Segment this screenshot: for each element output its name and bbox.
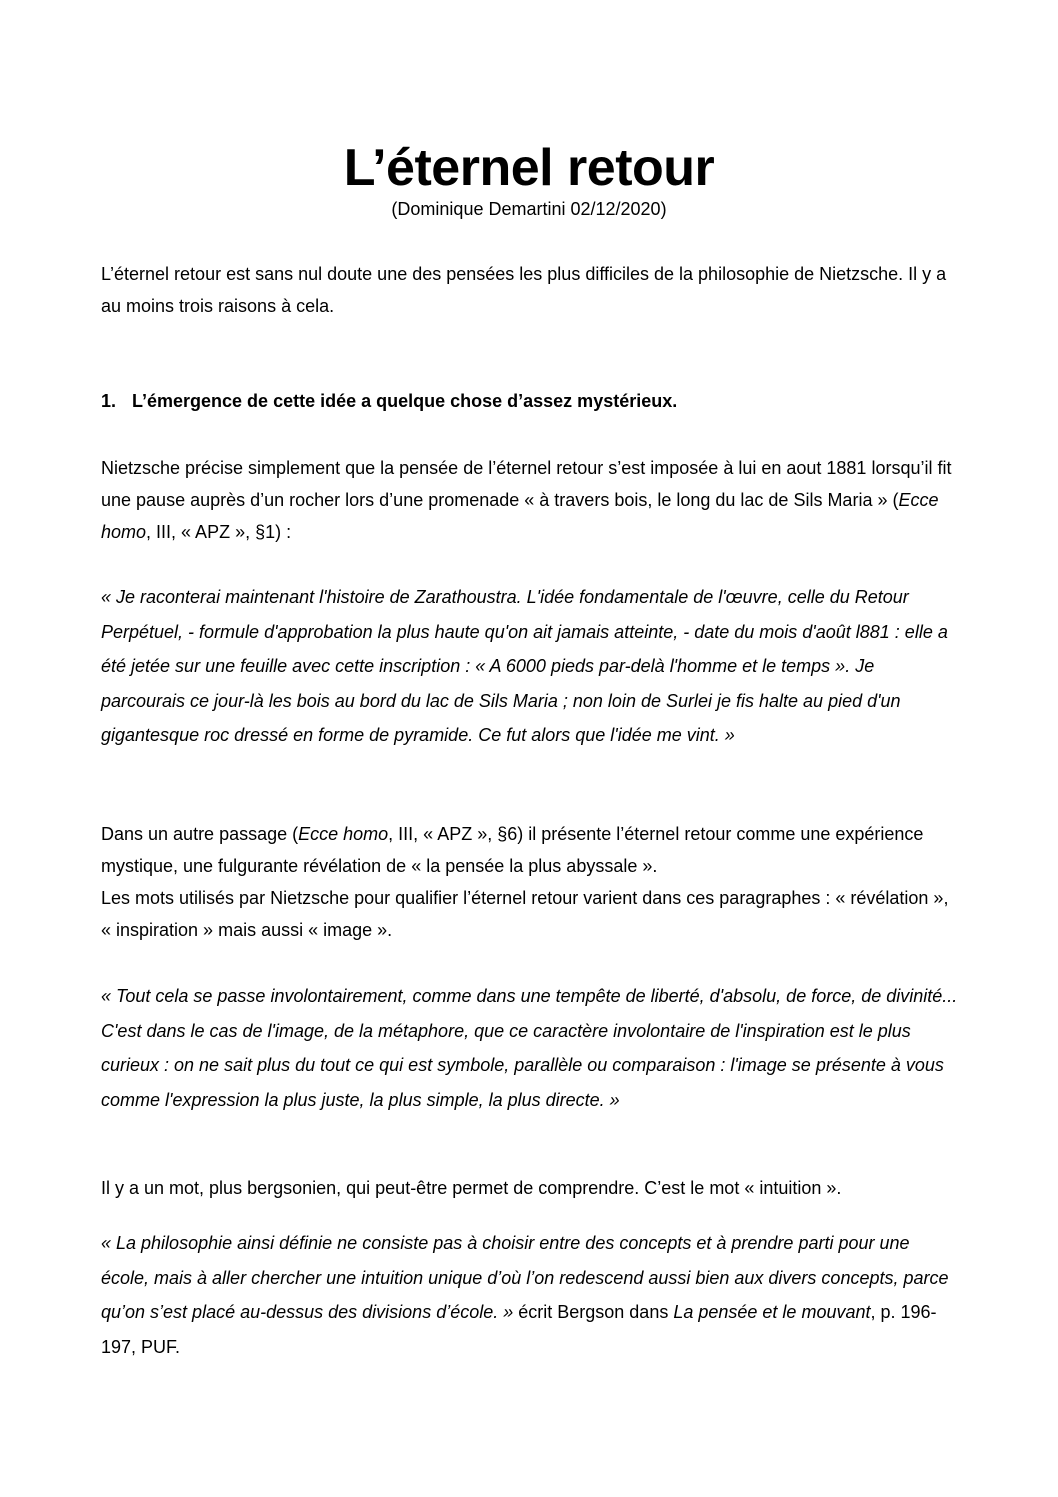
paragraph-2-line-2: Les mots utilisés par Nietzsche pour qualifier l’éternel retour varient dans ces paragraphes : « révélation », « inspiration » mais aussi « image ».: [101, 888, 949, 940]
quote-3-attribution-before: écrit Bergson dans: [513, 1302, 674, 1322]
quote-1: « Je raconterai maintenant l'histoire de Zarathoustra. L'idée fondamentale de l'œuvre, celle du Retour Perpétuel, - formule d'approbation la plus haute qu'on ait jamais atteinte, - date du mois d'août l881 : elle a été jetée sur une feuille avec cette inscription : « A 6000 pieds par-delà l'homme et le temps ». Je parcourais ce jour-là les bois au bord du lac de Sils Maria ; non loin de Surlei je fis halte au pied d'un gigantesque roc dressé en forme de pyramide. Ce fut alors que l'idée me vint. »: [101, 587, 948, 745]
quote-2: « Tout cela se passe involontairement, comme dans une tempête de liberté, d'absolu, de force, de divinité... C'est dans le cas de l'image, de la métaphore, que ce caractère involontaire de l'inspiration est le plus curieux : on ne sait plus du tout ce qui est symbole, parallèle ou comparaison : l'image se présente à vous comme l'expression la plus juste, la plus simple, la plus directe. »: [101, 986, 958, 1110]
paragraph-3: Il y a un mot, plus bergsonien, qui peut-être permet de comprendre. C’est le mot « intuition ».: [101, 1178, 842, 1198]
paragraph-1-text-before: Nietzsche précise simplement que la pensée de l’éternel retour s’est imposée à lui en aout 1881 lorsqu’il fit une pause auprès d’un rocher lors d’une promenade « à travers bois, le long du lac de Sils Maria » (: [101, 458, 952, 510]
paragraph-1: [101, 452, 961, 548]
quote-3: [101, 1226, 961, 1364]
paragraph-1-text-after: , III, « APZ », §1) :: [146, 522, 292, 542]
section-heading-text: L’émergence de cette idée a quelque chose d’assez mystérieux.: [132, 391, 678, 411]
section-heading: [101, 388, 961, 414]
document-title: L’éternel retour: [343, 139, 715, 197]
document-subtitle: (Dominique Demartini 02/12/2020): [391, 199, 667, 219]
paragraph-2-text-before: Dans un autre passage (: [101, 824, 299, 844]
paragraph-2: [101, 818, 961, 946]
paragraph-2-reference-title: Ecce homo: [298, 824, 389, 844]
quote-3-attribution-after: , p. 196-197, PUF.: [101, 1302, 937, 1357]
paragraph-1-reference-title: Ecce homo: [101, 490, 939, 542]
paragraph-2-text-after: , III, « APZ », §6) il présente l’éternel retour comme une expérience mystique, une fulgurante révélation de « la pensée la plus abyssale ».: [101, 824, 924, 876]
intro-paragraph: L’éternel retour est sans nul doute une des pensées les plus difficiles de la philosophie de Nietzsche. Il y a au moins trois raisons à cela.: [101, 264, 947, 316]
quote-3-reference-title: La pensée et le mouvant: [673, 1302, 871, 1322]
quote-3-italic-text: « La philosophie ainsi définie ne consiste pas à choisir entre des concepts et à prendre parti pour une école, mais à aller chercher une intuition unique d’où l’on redescend aussi bien aux divers concepts, parce qu’on s’est placé au-dessus des divisions d’école. »: [101, 1233, 949, 1322]
section-number: 1.: [101, 391, 117, 411]
